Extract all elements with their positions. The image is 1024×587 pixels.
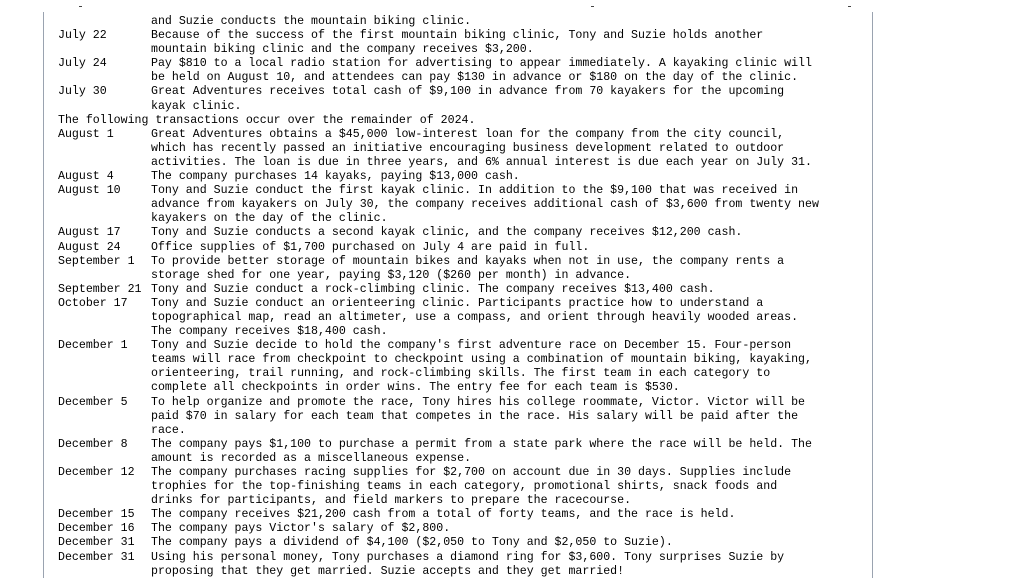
description-line: mountain biking clinic and the company receives $3,200. [151, 43, 534, 57]
transaction-date: September 21 [58, 282, 142, 296]
tick-mark [79, 6, 82, 7]
transaction-date [58, 15, 151, 29]
transaction-description [151, 241, 868, 255]
transaction-description [151, 396, 868, 438]
transaction-date: December 31 [58, 550, 135, 564]
description-line: The company pays $1,100 to purchase a permit from a state park where the race will be held. The [151, 437, 812, 451]
description-line: storage shed for one year, paying $3,120 ($260 per month) in advance. [151, 268, 632, 282]
description-line: Using his personal money, Tony purchases a diamond ring for $3,600. Tony surprises Suzie by [151, 550, 785, 564]
transaction-entry [58, 522, 868, 536]
description-line: kayak clinic. [151, 99, 242, 113]
description-line: Tony and Suzie conduct an orienteering clinic. Participants practice how to understand a [151, 296, 764, 310]
transaction-entry [58, 536, 868, 550]
transaction-entry [58, 339, 868, 395]
transaction-description [151, 85, 868, 113]
transaction-date: August 17 [58, 226, 121, 240]
transaction-date: July 22 [58, 29, 107, 43]
description-line: drinks for participants, and field markers to prepare the racecourse. [151, 494, 632, 508]
transaction-description [151, 29, 868, 57]
transaction-date: July 30 [58, 85, 107, 99]
description-line: complete all checkpoints in order wins. The entry fee for each team is $530. [151, 381, 680, 395]
description-line: advance from kayakers on July 30, the company receives additional cash of $3,600 from twenty new [151, 198, 819, 212]
description-line: and Suzie conducts the mountain biking clinic. [151, 15, 472, 28]
description-line: be held on August 10, and attendees can pay $130 in advance or $180 on the day of the clinic. [151, 71, 799, 85]
transaction-date: December 1 [58, 339, 128, 353]
description-line: Because of the success of the first mountain biking clinic, Tony and Suzie holds another [151, 29, 764, 43]
transaction-description [151, 170, 868, 184]
transaction-entry [58, 128, 868, 170]
description-line: topographical map, read an altimeter, use a compass, and orient through heavily wooded areas. [151, 310, 799, 324]
transaction-date: December 5 [58, 395, 128, 409]
tick-mark [848, 6, 851, 7]
transaction-date: August 4 [58, 170, 114, 184]
transaction-description [151, 522, 868, 536]
description-line: paid $70 in salary for each team that competes in the race. His salary will be paid after the [151, 409, 799, 423]
description-line: Office supplies of $1,700 purchased on July 4 are paid in full. [151, 240, 590, 254]
transaction-entry [58, 508, 868, 522]
transaction-description [151, 283, 868, 297]
transaction-description [151, 536, 868, 550]
section-heading: The following transactions occur over the remainder of 2024. [58, 113, 476, 127]
description-line: which has recently passed an initiative encouraging business development related to outdoor [151, 141, 785, 155]
transaction-date: August 1 [58, 127, 114, 141]
transaction-date: August 24 [58, 240, 121, 254]
transaction-description [151, 128, 868, 170]
transaction-entry [58, 466, 868, 508]
description-line: kayakers on the day of the clinic. [151, 212, 388, 226]
description-line: The company receives $18,400 cash. [151, 325, 388, 339]
transaction-date: July 24 [58, 57, 107, 71]
transaction-description [151, 551, 868, 579]
transaction-description [151, 297, 868, 339]
description-line: Tony and Suzie decide to hold the company's first adventure race on December 15. Four-person [151, 339, 792, 353]
tick-mark [591, 6, 594, 7]
transaction-entry [58, 184, 868, 226]
transaction-date: December 16 [58, 522, 135, 536]
description-line: teams will race from checkpoint to checkpoint using a combination of mountain biking, kayaking, [151, 353, 812, 367]
description-line: The company purchases 14 kayaks, paying $13,000 cash. [151, 170, 520, 184]
description-line: To help organize and promote the race, Tony hires his college roommate, Victor. Victor will be [151, 395, 805, 409]
description-line: Tony and Suzie conduct the first kayak clinic. In addition to the $9,100 that was received in [151, 184, 799, 198]
transaction-description [151, 255, 868, 283]
description-line: To provide better storage of mountain bikes and kayaks when not in use, the company rents a [151, 254, 785, 268]
transaction-entry [58, 255, 868, 283]
transaction-entry [58, 85, 868, 113]
transaction-entry [58, 551, 868, 579]
transaction-description [151, 466, 868, 508]
description-line: Tony and Suzie conducts a second kayak clinic, and the company receives $12,200 cash. [151, 226, 743, 240]
transaction-entry [58, 396, 868, 438]
transaction-entry [58, 170, 868, 184]
description-line: Great Adventures receives total cash of $9,100 in advance from 70 kayakers for the upcoming [151, 85, 785, 99]
transaction-description [151, 15, 868, 29]
transaction-description [151, 438, 868, 466]
right-border-line [872, 12, 873, 578]
transaction-entry [58, 29, 868, 57]
description-line: The company receives $21,200 cash from a total of forty teams, and the race is held. [151, 508, 736, 522]
transaction-entry [58, 438, 868, 466]
transaction-entry [58, 226, 868, 240]
entries-before-heading [58, 15, 868, 114]
transaction-description [151, 226, 868, 240]
description-line: race. [151, 423, 186, 437]
left-border-line [43, 12, 44, 578]
transactions-document [58, 15, 868, 579]
transaction-date: December 8 [58, 437, 128, 451]
description-line: orienteering, trail running, and rock-climbing skills. The first team in each category to [151, 367, 771, 381]
transaction-date: December 15 [58, 508, 135, 522]
transaction-date: December 31 [58, 536, 135, 550]
transaction-entry [58, 297, 868, 339]
transaction-description [151, 508, 868, 522]
transaction-date: September 1 [58, 254, 135, 268]
description-line: trophies for the top-finishing teams in each category, promotional shirts, snack foods and [151, 480, 778, 494]
transaction-date: December 12 [58, 466, 135, 479]
description-line: amount is recorded as a miscellaneous expense. [151, 451, 472, 465]
description-line: The company purchases racing supplies for $2,700 on account due in 30 days. Supplies include [151, 466, 792, 479]
description-line: proposing that they get married. Suzie accepts and they get married! [151, 564, 625, 578]
transaction-description [151, 339, 868, 395]
transaction-date: August 10 [58, 184, 121, 198]
description-line: Great Adventures obtains a $45,000 low-interest loan for the company from the city council, [151, 127, 785, 141]
transaction-entry [58, 241, 868, 255]
transaction-date: October 17 [58, 296, 128, 310]
transaction-description [151, 184, 868, 226]
description-line: activities. The loan is due in three years, and 6% annual interest is due each year on July 31. [151, 155, 812, 169]
entries-after-heading [58, 128, 868, 579]
top-cut-marks [0, 6, 1024, 12]
description-line: Tony and Suzie conduct a rock-climbing clinic. The company receives $13,400 cash. [151, 282, 715, 296]
transaction-description [151, 57, 868, 85]
transaction-entry [58, 15, 868, 29]
transaction-entry [58, 283, 868, 297]
description-line: Pay $810 to a local radio station for advertising to appear immediately. A kayaking clinic will [151, 57, 812, 71]
transaction-entry [58, 57, 868, 85]
description-line: The company pays Victor's salary of $2,800. [151, 522, 451, 536]
description-line: The company pays a dividend of $4,100 ($2,050 to Tony and $2,050 to Suzie). [151, 536, 673, 550]
